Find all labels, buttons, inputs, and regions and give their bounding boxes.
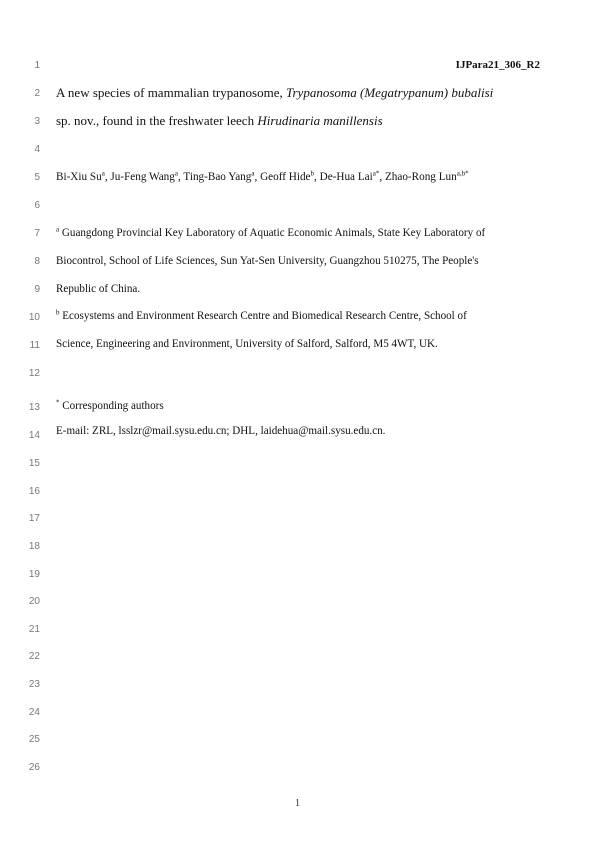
affiliation-text: Ecosystems and Environment Research Centre and Biomedical Research Centre, School of bbox=[62, 310, 467, 322]
author-name: Ju-Feng Wang bbox=[110, 171, 175, 183]
paper-title-line-2 bbox=[56, 113, 543, 129]
line-number: 4 bbox=[34, 144, 40, 155]
line-number: 5 bbox=[34, 172, 40, 183]
author-affiliation-marker: a bbox=[174, 169, 178, 178]
author-separator: , bbox=[104, 171, 111, 183]
paper-title-line-1 bbox=[56, 85, 543, 101]
line-number: 3 bbox=[34, 116, 40, 127]
line-number: 7 bbox=[34, 228, 40, 239]
line-number: 15 bbox=[28, 458, 40, 469]
author-separator: , bbox=[379, 171, 385, 183]
author-list bbox=[56, 170, 543, 184]
line-number: 24 bbox=[28, 707, 40, 718]
line-number: 21 bbox=[28, 624, 40, 635]
affiliation-a-line-2: Biocontrol, School of Life Sciences, Sun Yat-Sen University, Guangzhou 510275, The People's bbox=[56, 255, 479, 267]
author-name: De-Hua Lai bbox=[319, 171, 373, 183]
page-number: 1 bbox=[295, 798, 300, 809]
line-number: 6 bbox=[34, 200, 40, 211]
author-name: Geoff Hide bbox=[260, 171, 311, 183]
author-affiliation-marker: a,b* bbox=[456, 169, 469, 178]
line-number: 19 bbox=[28, 569, 40, 580]
line-number: 10 bbox=[28, 312, 40, 323]
line-number: 23 bbox=[28, 679, 40, 690]
line-number: 16 bbox=[28, 486, 40, 497]
manuscript-id: IJPara21_306_R2 bbox=[455, 59, 540, 71]
author-name: Ting-Bao Yang bbox=[183, 171, 252, 183]
author-separator: , bbox=[254, 171, 261, 183]
line-number: 2 bbox=[34, 88, 40, 99]
line-number: 13 bbox=[28, 402, 40, 413]
author-affiliation-marker: a* bbox=[372, 169, 380, 178]
affiliation-b-line-2: Science, Engineering and Environment, University of Salford, Salford, M5 4WT, UK. bbox=[56, 338, 438, 350]
author-affiliation-marker: b bbox=[310, 169, 315, 178]
author-affiliation-marker: a bbox=[251, 169, 255, 178]
line-number: 8 bbox=[34, 256, 40, 267]
author-separator: , bbox=[177, 171, 184, 183]
line-number: 26 bbox=[28, 762, 40, 773]
affiliation-marker: b bbox=[56, 308, 60, 317]
affiliation-b-line-1 bbox=[56, 309, 543, 323]
line-number: 25 bbox=[28, 734, 40, 745]
line-number: 12 bbox=[28, 368, 40, 379]
corresponding-authors-line bbox=[56, 399, 543, 413]
author-separator: , bbox=[314, 171, 320, 183]
affiliation-marker: a bbox=[56, 225, 60, 234]
affiliation-text: Guangdong Provincial Key Laboratory of Aquatic Economic Animals, State Key Laboratory of bbox=[61, 227, 486, 239]
line-number: 20 bbox=[28, 596, 40, 607]
species-name: Trypanosoma (Megatrypanum) bubalisi bbox=[285, 85, 494, 100]
line-number: 11 bbox=[29, 340, 40, 351]
corresponding-marker: * bbox=[56, 398, 60, 407]
line-number: 17 bbox=[28, 513, 40, 524]
line-number: 14 bbox=[28, 430, 40, 441]
author-name: Zhao-Rong Lun bbox=[384, 171, 457, 183]
title-prefix: A new species of mammalian trypanosome, bbox=[56, 85, 286, 100]
title-prefix: sp. nov., found in the freshwater leech bbox=[56, 113, 258, 128]
email-line: E-mail: ZRL, lsslzr@mail.sysu.edu.cn; DHL, laidehua@mail.sysu.edu.cn. bbox=[56, 425, 386, 437]
line-number: 9 bbox=[34, 284, 40, 295]
line-number: 18 bbox=[28, 541, 40, 552]
host-species-name: Hirudinaria manillensis bbox=[257, 113, 383, 128]
author-affiliation-marker: a bbox=[101, 169, 105, 178]
corresponding-label: Corresponding authors bbox=[62, 400, 164, 412]
affiliation-a-line-1 bbox=[56, 226, 543, 240]
line-number: 22 bbox=[28, 651, 40, 662]
author-name: Bi-Xiu Su bbox=[56, 171, 102, 183]
line-number: 1 bbox=[34, 60, 40, 71]
affiliation-a-line-3: Republic of China. bbox=[56, 283, 141, 295]
